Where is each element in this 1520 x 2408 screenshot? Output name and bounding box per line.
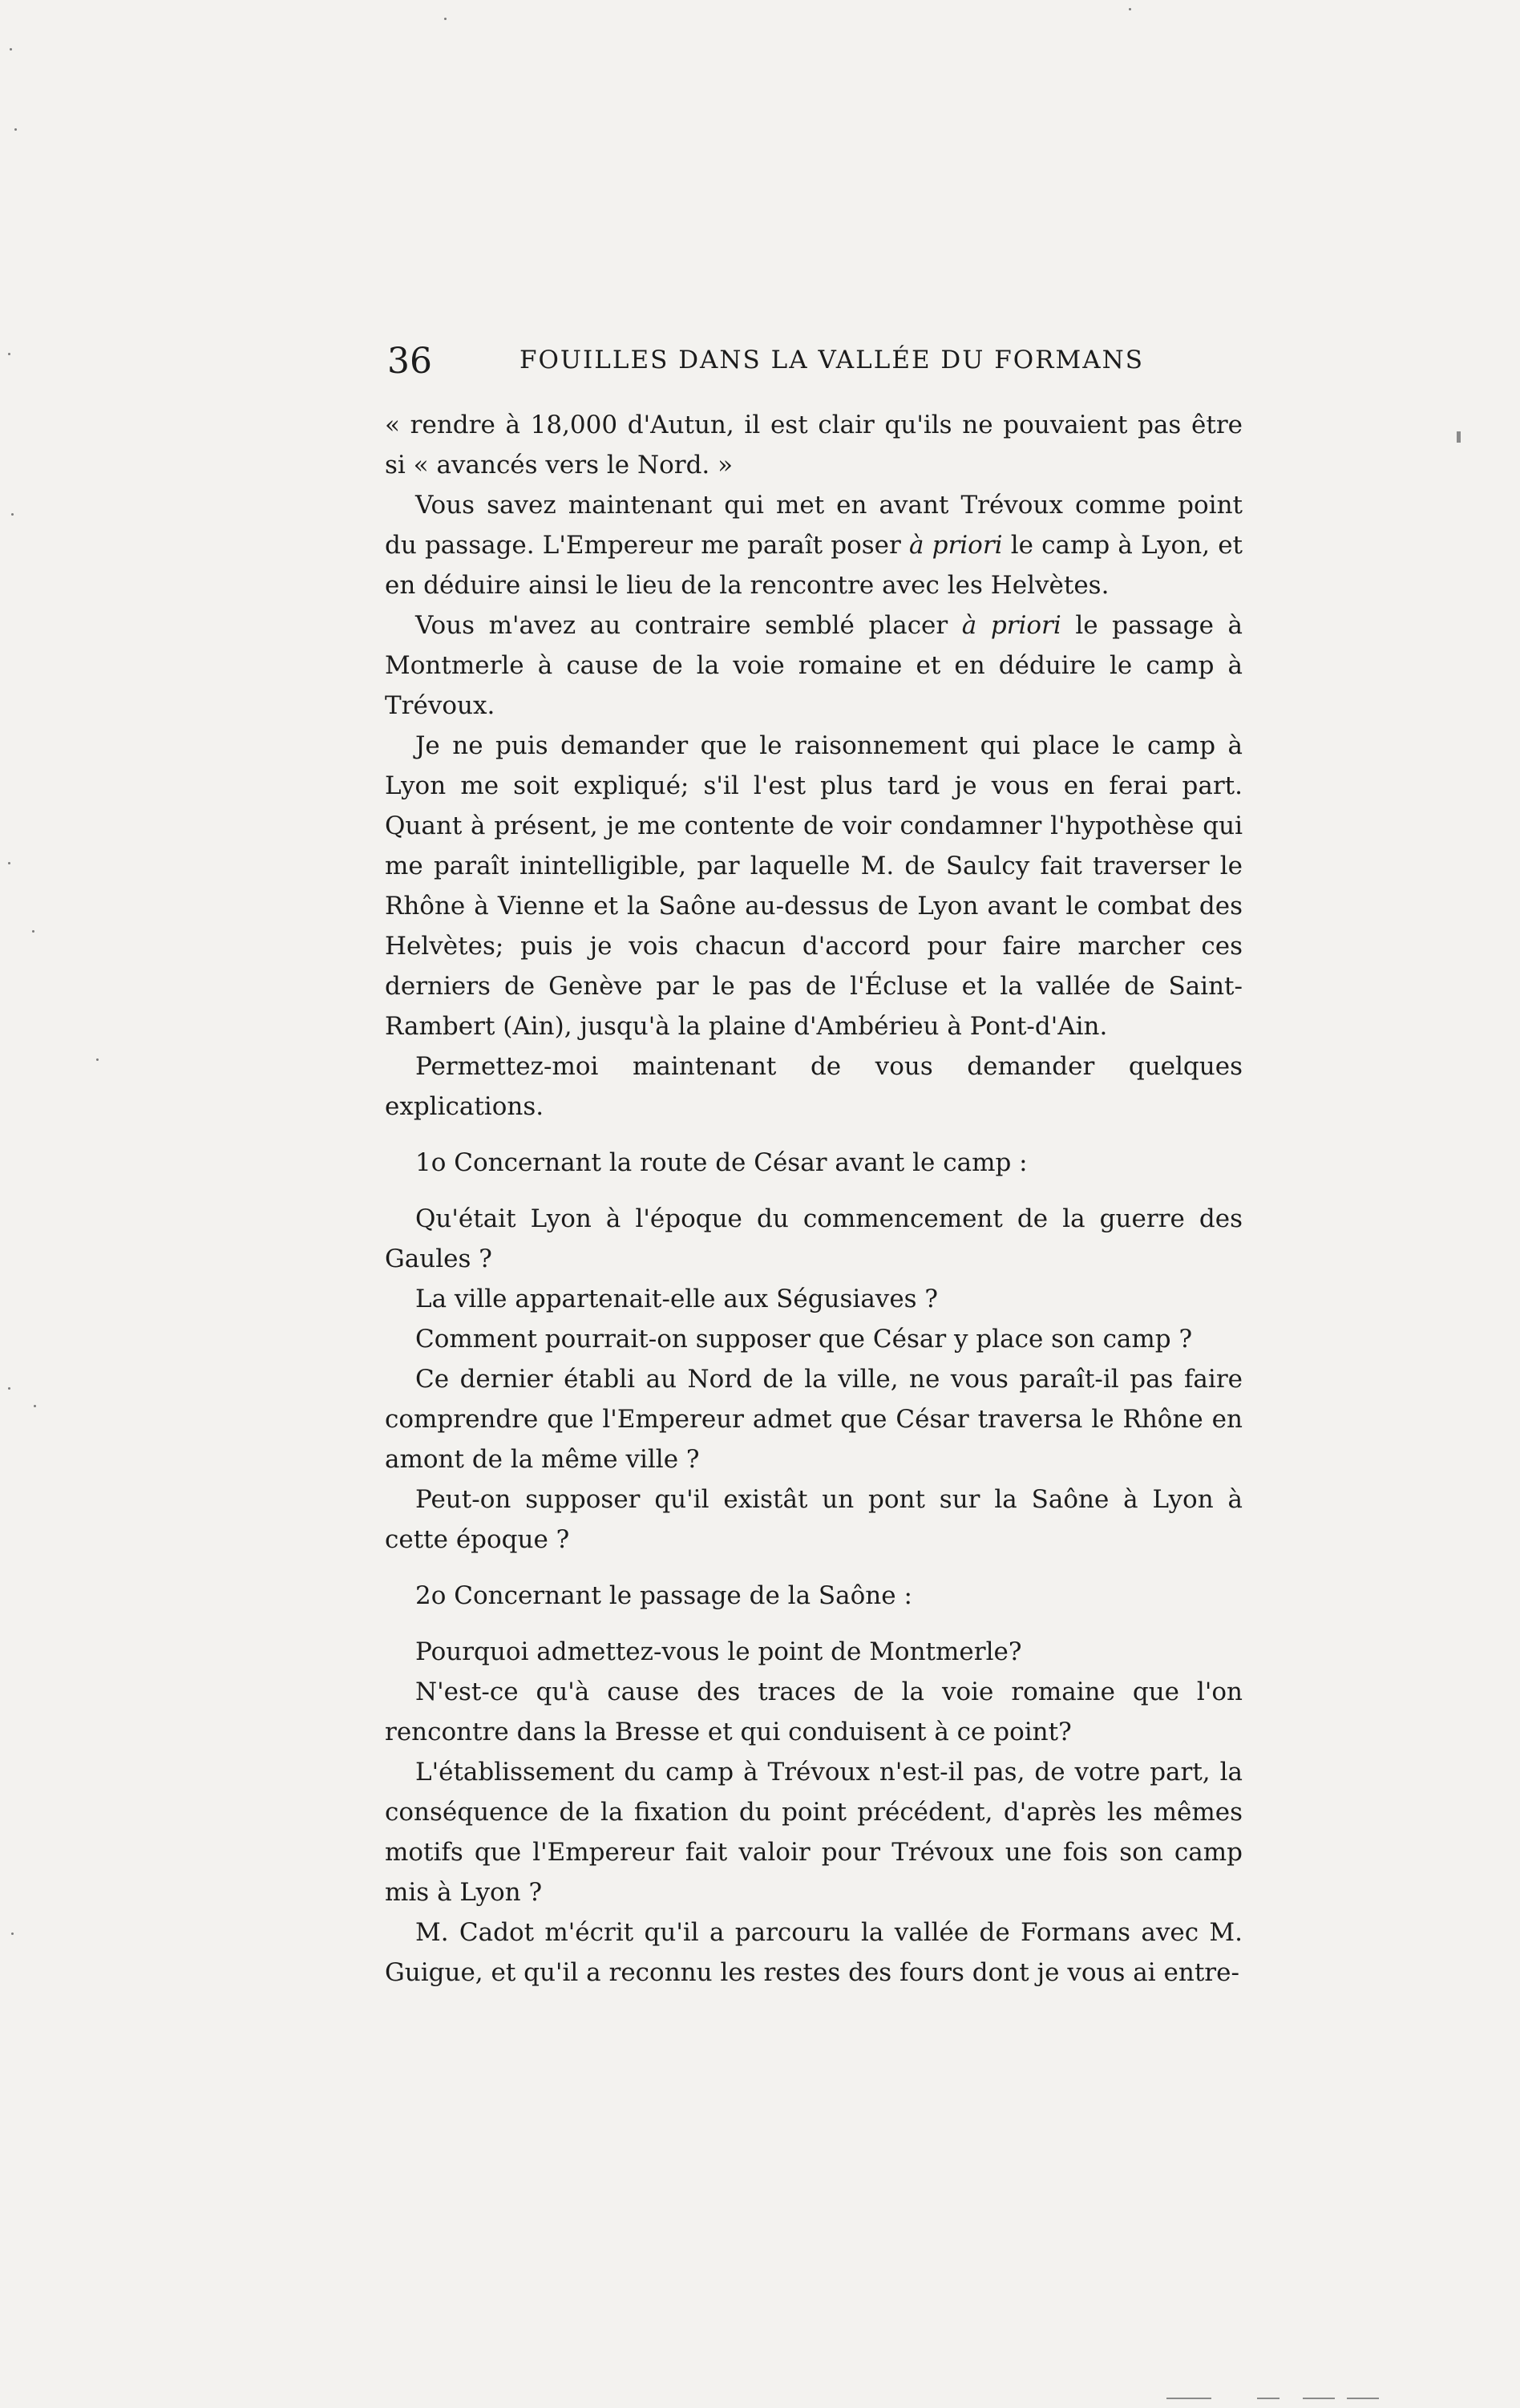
scan-speck bbox=[1129, 8, 1131, 10]
scan-mark bbox=[1347, 2398, 1379, 2399]
italic-a-priori: à priori bbox=[908, 531, 1003, 560]
paragraph: Peut-on supposer qu'il existât un pont sur la Saône à Lyon à cette époque ? bbox=[385, 1485, 1243, 1554]
scan-speck bbox=[8, 1387, 10, 1390]
scan-speck bbox=[11, 513, 14, 516]
paragraph: La ville appartenait-elle aux Ségusiaves ? bbox=[415, 1285, 939, 1313]
paragraph: N'est-ce qu'à cause des traces de la voie romaine que l'on rencontre dans la Bresse et qui conduisent à ce point? bbox=[385, 1678, 1243, 1746]
body-text bbox=[385, 405, 1243, 1993]
paragraph: M. Cadot m'écrit qu'il a parcouru la vallée de Formans avec M. Guigue, et qu'il a reconnu les restes des fours dont je vous ai entre- bbox=[385, 1918, 1243, 1987]
scan-speck bbox=[11, 1932, 14, 1935]
running-title: FOUILLES DANS LA VALLÉE DU FORMANS bbox=[519, 346, 1145, 374]
scan-mark bbox=[1457, 431, 1461, 443]
paragraph: Comment pourrait-on supposer que César y place son camp ? bbox=[415, 1325, 1193, 1354]
italic-a-priori: à priori bbox=[961, 611, 1061, 640]
section-heading: 2o Concernant le passage de la Saône : bbox=[415, 1581, 912, 1610]
scan-speck bbox=[8, 862, 10, 864]
scan-mark bbox=[1166, 2398, 1211, 2399]
scan-speck bbox=[10, 48, 12, 51]
scan-mark bbox=[1303, 2398, 1335, 2399]
paragraph: Vous savez maintenant qui met en avant Trévoux comme point du passage. L'Empereur me paraît poser à priori le camp à Lyon, et en déduire ainsi le lieu de la rencontre avec les Helvètes. bbox=[385, 491, 1243, 600]
paragraph: Vous m'avez au contraire semblé placer à priori le passage à Montmerle à cause de la voie romaine et en déduire le camp à Trévoux. bbox=[385, 611, 1243, 720]
page-number: 36 bbox=[387, 341, 432, 382]
paragraph: « rendre à 18,000 d'Autun, il est clair qu'ils ne pouvaient pas être si « avancés vers le Nord. » bbox=[385, 411, 1243, 480]
paragraph: Ce dernier établi au Nord de la ville, ne vous paraît-il pas faire comprendre que l'Empereur admet que César traversa le Rhône en amont de la même ville ? bbox=[385, 1365, 1243, 1474]
scan-speck bbox=[96, 1058, 99, 1061]
paragraph: Permettez-moi maintenant de vous demander quelques explications. bbox=[385, 1052, 1243, 1121]
scan-speck bbox=[32, 930, 34, 933]
scan-mark bbox=[1257, 2398, 1279, 2399]
paragraph: Je ne puis demander que le raisonnement qui place le camp à Lyon me soit expliqué; s'il l'est plus tard je vous en ferai part. Quant à présent, je me contente de voir condamner l'hypothèse qui me paraît inintelligible, par laquelle M. de Saulcy fait traverser le Rhône à Vienne et la Saône au-dessus de Lyon avant le combat des Helvètes; puis je vois chacun d'accord pour faire marcher ces derniers de Genève par le pas de l'Écluse et la vallée de Saint-Rambert (Ain), jusqu'à la plaine d'Ambérieu à Pont-d'Ain. bbox=[385, 731, 1243, 1041]
scan-speck bbox=[8, 353, 10, 355]
running-head bbox=[387, 341, 1237, 389]
paragraph: L'établissement du camp à Trévoux n'est-il pas, de votre part, la conséquence de la fixation du point précédent, d'après les mêmes motifs que l'Empereur fait valoir pour Trévoux une fois son camp mis à Lyon ? bbox=[385, 1758, 1243, 1907]
paragraph: Qu'était Lyon à l'époque du commencement de la guerre des Gaules ? bbox=[385, 1204, 1243, 1273]
scan-speck bbox=[14, 128, 17, 131]
scan-speck bbox=[444, 18, 447, 20]
section-heading: 1o Concernant la route de César avant le camp : bbox=[415, 1148, 1028, 1177]
scan-speck bbox=[34, 1405, 36, 1407]
paragraph: Pourquoi admettez-vous le point de Montmerle? bbox=[415, 1637, 1022, 1666]
